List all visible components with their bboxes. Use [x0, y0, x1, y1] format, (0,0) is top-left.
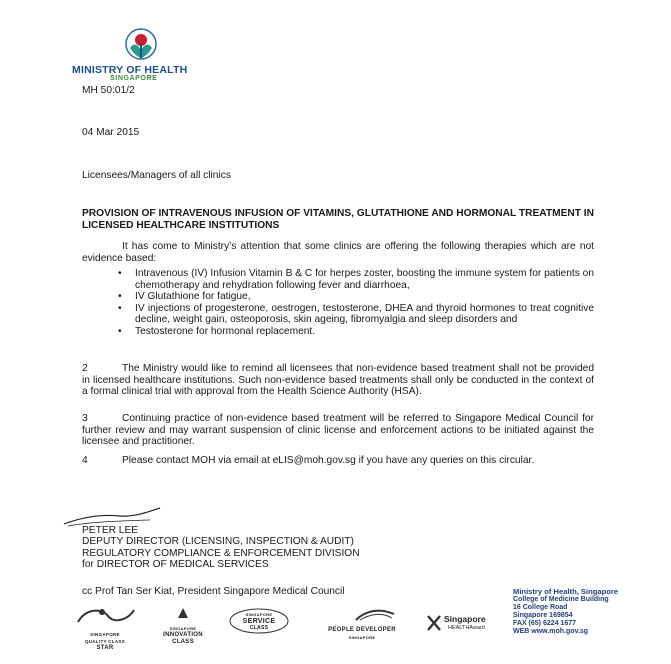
signatory-title: DEPUTY DIRECTOR (LICENSING, INSPECTION & AUDIT): [82, 536, 354, 548]
footer-org-name: Ministry of Health, Singapore: [513, 587, 619, 596]
intro-paragraph: [82, 241, 594, 264]
health-award-brand: Singapore: [444, 614, 486, 624]
reference-number: MH 50:01/2: [82, 85, 135, 96]
paragraph-text: Please contact MOH via email at eLIS@moh.gov.sg if you have any queries on this circular.: [122, 455, 535, 466]
signatory-authority: for DIRECTOR OF MEDICAL SERVICES: [82, 558, 269, 570]
ministry-country: SINGAPORE: [110, 75, 158, 82]
innovation-mark-icon: [158, 606, 208, 620]
people-developer-label: PEOPLE DEVELOPER: [328, 627, 396, 633]
people-developer-swoosh-icon: [316, 606, 408, 622]
service-class-logo: [228, 606, 290, 638]
quality-award-star: STAR: [96, 645, 114, 651]
innovation-award-mid: INNOVATION: [163, 632, 203, 638]
service-award-bot: CLASS: [249, 625, 269, 631]
paragraph-4: [82, 455, 594, 467]
paragraph-text: Continuing practice of non-evidence based treatment will be referred to Singapore Medical Council for further review and may warrant suspension of clinic license and enforcement actions to be initiated against the licensee and practitioner.: [82, 413, 594, 448]
list-item: [118, 291, 594, 303]
bullet-icon: •: [118, 291, 122, 303]
list-item: [118, 268, 594, 291]
ministry-emblem-icon: [125, 26, 157, 62]
list-item: [118, 303, 594, 326]
bullet-icon: •: [118, 268, 122, 279]
footer-address-2: 16 College Road: [513, 604, 568, 611]
bullet-icon: •: [118, 302, 122, 314]
quality-swirl-icon: [72, 606, 138, 626]
footer-address-1: College of Medicine Building: [513, 596, 609, 603]
people-developer-sub: SINGAPORE: [348, 635, 376, 640]
paragraph-2: [82, 363, 594, 398]
innovation-award-bot: CLASS: [172, 639, 194, 645]
quality-class-star-logo: [72, 606, 138, 651]
list-item-text: IV Glutathione for fatigue,: [135, 291, 251, 303]
singapore-health-award-logo: [426, 606, 502, 638]
bullet-icon: •: [118, 325, 122, 337]
signatory-block: [82, 525, 360, 570]
intro-text: It has come to Ministry’s attention that some clinics are offering the following therapies which are not evidence based:: [82, 241, 594, 264]
therapy-list: [118, 268, 594, 338]
paragraph-number: 4: [82, 455, 88, 466]
list-item-text: Intravenous (IV) Infusion Vitamin B & C for herpes zoster, boosting the immune system for patients on chemotherapy and rehydration following fever and diarrhoea,: [135, 268, 594, 291]
footer-fax: FAX (65) 6224 1677: [513, 620, 577, 627]
footer-contact: [513, 588, 618, 636]
list-item-text: Testosterone for hormonal replacement.: [135, 325, 316, 337]
service-award-mid: SERVICE: [242, 618, 276, 625]
innovation-award-top: SINGAPORE: [169, 626, 197, 631]
paragraph-text: The Ministry would like to remind all licensees that non-evidence based treatment shall not be provided in licensed healthcare institutions. Such non-evidence based treatments shall only be conducted in the context of a formal clinical trial with approval from the Health Science Authority (HSA).: [82, 363, 594, 398]
list-item: [118, 326, 594, 338]
signatory-division: REGULATORY COMPLIANCE & ENFORCEMENT DIVISION: [82, 547, 360, 559]
health-award-x-icon: [426, 614, 442, 632]
cc-line: cc Prof Tan Ser Kiat, President Singapore Medical Council: [82, 586, 345, 597]
addressee: Licensees/Managers of all clinics: [82, 170, 231, 181]
ministry-name: MINISTRY OF HEALTH: [72, 64, 188, 76]
paragraph-number: 2: [82, 363, 88, 374]
service-award-top: SINGAPORE: [245, 612, 273, 617]
footer-address-3: Singapore 169854: [513, 612, 573, 619]
subject-heading: PROVISION OF INTRAVENOUS INFUSION OF VITAMINS, GLUTATHIONE AND HORMONAL TREATMENT IN LICENSED HEALTHCARE INSTITUTIONS: [82, 208, 594, 231]
footer-web: WEB www.moh.gov.sg: [513, 628, 589, 635]
paragraph-number: 3: [82, 413, 88, 424]
innovation-class-logo: [158, 606, 208, 645]
list-item-text: IV injections of progesterone, oestrogen, testosterone, DHEA and thyroid hormones to treat cognitive decline, weight gain, osteoporosis, skin ageing, fibromyalgia and sleep disorders and: [135, 302, 594, 326]
people-developer-logo: [316, 606, 408, 638]
quality-award-mid: QUALITY CLASS: [84, 639, 126, 644]
signatory-name: PETER LEE: [82, 525, 139, 536]
letter-date: 04 Mar 2015: [82, 127, 140, 138]
paragraph-3: [82, 413, 594, 448]
quality-award-top: SINGAPORE: [90, 632, 120, 637]
health-award-sub: HEALTHAward: [448, 625, 485, 631]
